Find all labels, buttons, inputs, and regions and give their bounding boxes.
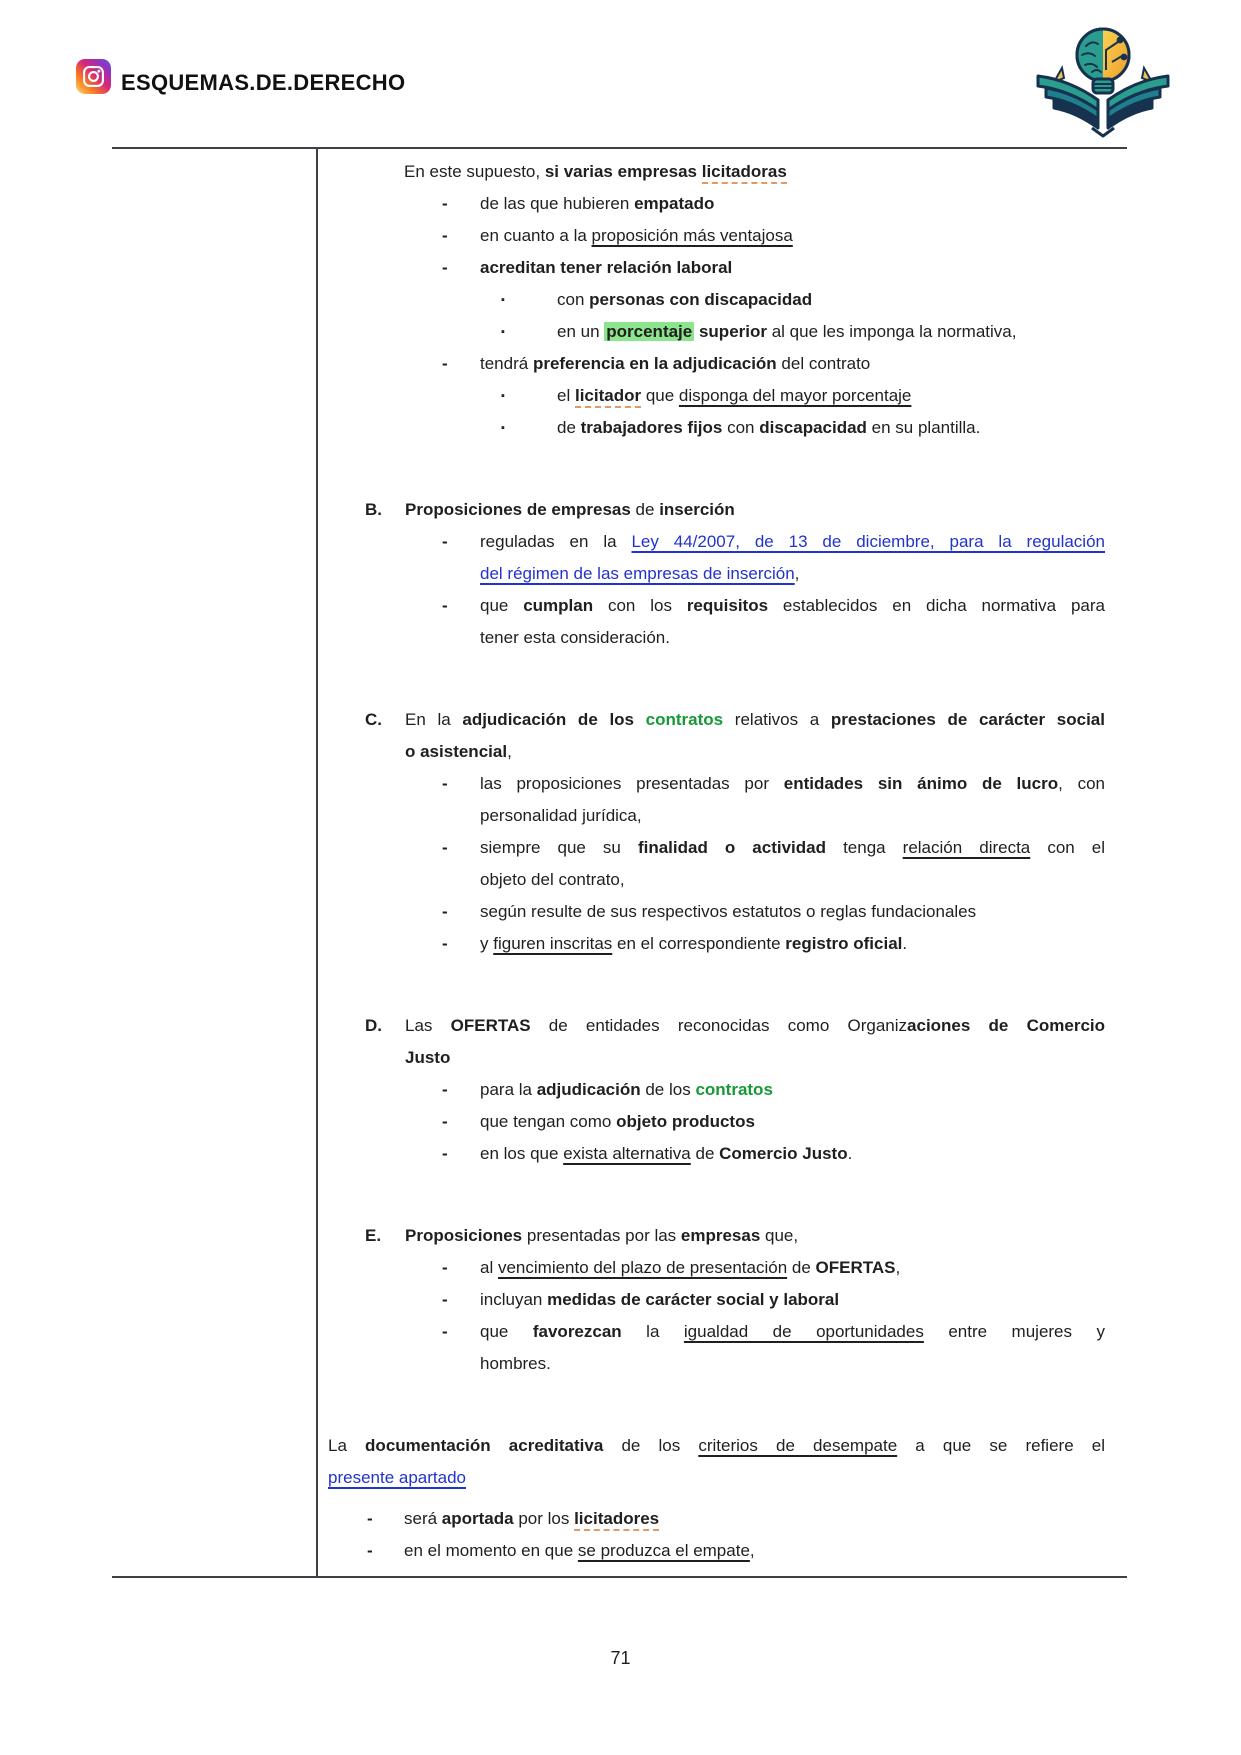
list-item: [442, 188, 1105, 220]
text-line: [405, 494, 1105, 526]
intro-paragraph: [404, 156, 1105, 188]
list-item-text: [404, 1535, 1105, 1567]
list-item-text: [557, 412, 1105, 444]
text-run: al que les imponga la normativa,: [767, 322, 1017, 341]
bold-text: discapacidad: [759, 418, 867, 437]
text-line: [480, 1074, 1105, 1106]
text-run: en el correspondiente: [612, 934, 786, 953]
outline-section: [328, 1010, 1105, 1170]
dash-bullet: -: [442, 1080, 448, 1099]
list-item: [365, 1220, 1105, 1252]
text-run: con el: [1030, 838, 1106, 857]
text-run: a que se refiere el: [897, 1436, 1106, 1455]
text-run: al: [480, 1258, 498, 1277]
list-item-text: [405, 1010, 1105, 1074]
list-item: [442, 220, 1105, 252]
list-item-text: [480, 590, 1105, 654]
dash-bullet: -: [442, 774, 448, 793]
instagram-icon: [76, 59, 111, 94]
list-item: [442, 896, 1105, 928]
list-item: [442, 348, 1105, 380]
dash-bullet: -: [442, 902, 448, 921]
dash-bullet: -: [442, 1112, 448, 1131]
underlined-text: igualdad de oportunidades: [683, 1322, 924, 1341]
dash-bullet: -: [367, 1509, 373, 1528]
square-bullet: ▪: [501, 390, 505, 402]
text-run: con: [557, 290, 590, 309]
underlined-text: figuren inscritas: [493, 934, 613, 953]
text-line: [557, 380, 1105, 412]
text-run: de: [787, 1258, 816, 1277]
bold-text: superior: [694, 322, 767, 341]
list-item: [365, 494, 1105, 526]
table-left-column: [112, 149, 316, 1576]
text-run: hombres.: [480, 1354, 551, 1373]
text-run: con los: [593, 596, 687, 615]
list-item-text: [557, 316, 1105, 348]
book-brain-bulb-logo: [1026, 22, 1180, 145]
hyperlink[interactable]: presente apartado: [328, 1468, 466, 1487]
text-run: , con: [1058, 774, 1105, 793]
text-line: [480, 526, 1105, 558]
text-line: [328, 1462, 1105, 1494]
text-run: la: [621, 1322, 684, 1341]
text-run: según resulte de sus respectivos estatutos o reglas fundacionales: [480, 902, 977, 921]
bold-text: documentación acreditativa: [365, 1436, 604, 1455]
bold-text: trabajadores fijos: [580, 418, 723, 437]
text-run: que: [641, 386, 679, 405]
list-item-text: [480, 1316, 1105, 1380]
bold-text: personas con discapacidad: [589, 290, 813, 309]
list-item: [442, 1074, 1105, 1106]
text-line: [557, 316, 1105, 348]
text-run: ,: [794, 564, 800, 583]
green-term: contratos: [645, 710, 724, 729]
table-content-column: [316, 149, 1127, 1576]
green-term: contratos: [695, 1080, 773, 1099]
list-item: [367, 1503, 1105, 1535]
bold-text: Proposiciones de empresas: [405, 500, 631, 519]
list-item-text: [480, 348, 1105, 380]
list-item: [442, 1252, 1105, 1284]
list-item: [501, 284, 1105, 316]
underlined-text: vencimiento del plazo de presentación: [497, 1258, 788, 1277]
text-run: En la: [405, 710, 463, 729]
misspelled-term: licitadoras: [702, 162, 787, 184]
dash-bullet: -: [442, 1290, 448, 1309]
text-line: [480, 252, 1105, 284]
text-run: el: [557, 386, 575, 405]
dash-bullet: -: [442, 1144, 448, 1163]
text-line: [480, 1138, 1105, 1170]
text-run: en su plantilla.: [866, 418, 981, 437]
text-line: [480, 1316, 1105, 1348]
schema-table: [112, 147, 1127, 1578]
text-line: [480, 622, 1105, 654]
bold-text: empatado: [634, 194, 715, 213]
list-item: [442, 1106, 1105, 1138]
dash-bullet: -: [442, 226, 448, 245]
bold-text: Justo: [405, 1048, 451, 1067]
underlined-text: relación directa: [902, 838, 1031, 857]
list-item-text: [480, 220, 1105, 252]
text-line: [557, 412, 1105, 444]
list-item: [442, 590, 1105, 654]
list-letter: C.: [365, 710, 382, 729]
bold-text: OFERTAS: [450, 1016, 531, 1035]
text-run: entre mujeres y: [923, 1322, 1105, 1341]
bold-text: medidas de carácter social y laboral: [547, 1290, 840, 1309]
text-run: y: [480, 934, 494, 953]
dash-bullet: -: [442, 596, 448, 615]
text-run: de entidades reconocidas como Organiz: [530, 1016, 908, 1035]
list-item: [442, 526, 1105, 590]
bold-text: o asistencial: [405, 742, 508, 761]
text-line: [480, 188, 1105, 220]
text-run: ,: [749, 1541, 755, 1560]
underlined-text: disponga del mayor porcentaje: [678, 386, 912, 405]
misspelled-term: licitador: [575, 386, 641, 408]
outline-section: [328, 1430, 1105, 1567]
bold-text: favorezcan: [532, 1322, 622, 1341]
list-item: [442, 1284, 1105, 1316]
text-line: [480, 896, 1105, 928]
text-run: para la: [480, 1080, 537, 1099]
underlined-text: criterios de desempate: [698, 1436, 898, 1455]
list-item: [442, 768, 1105, 832]
dash-bullet: -: [442, 838, 448, 857]
bold-text: Comercio Justo: [719, 1144, 848, 1163]
outline-section: [328, 494, 1105, 654]
page-number: 71: [610, 1648, 631, 1668]
dash-bullet: -: [442, 1258, 448, 1277]
bold-text: requisitos: [686, 596, 769, 615]
bold-text: si varias empresas: [544, 162, 702, 181]
list-item-text: [480, 526, 1105, 590]
square-bullet: ▪: [501, 422, 505, 434]
list-item-text: [480, 768, 1105, 832]
list-item: [442, 252, 1105, 284]
list-letter: D.: [365, 1016, 382, 1035]
text-line: [328, 1430, 1105, 1462]
list-item-text: [480, 1284, 1105, 1316]
text-line: [405, 1042, 1105, 1074]
bold-text: Proposiciones: [405, 1226, 523, 1245]
list-item: [367, 1535, 1105, 1567]
list-item: [501, 380, 1105, 412]
list-item-text: [405, 704, 1105, 768]
text-run: en un: [557, 322, 605, 341]
text-run: será: [404, 1509, 442, 1528]
list-item: [442, 928, 1105, 960]
bold-text: aciones de Comercio: [907, 1016, 1106, 1035]
list-item: [365, 1010, 1105, 1074]
list-item-text: [405, 494, 1105, 526]
text-run: .: [902, 934, 908, 953]
outline-section: [328, 1220, 1105, 1380]
list-item-text: [480, 1252, 1105, 1284]
text-run: en el momento en que: [404, 1541, 578, 1560]
bold-text: acreditan tener relación laboral: [480, 258, 733, 277]
text-line: [480, 928, 1105, 960]
text-run: en los que: [480, 1144, 564, 1163]
text-run: tenga: [826, 838, 903, 857]
text-line: [405, 736, 1105, 768]
text-line: [480, 348, 1105, 380]
list-item-text: [480, 832, 1105, 896]
text-run: siempre que su: [480, 838, 638, 857]
text-line: [480, 590, 1105, 622]
list-item-text: [405, 1220, 1105, 1252]
list-item-text: [480, 1106, 1105, 1138]
text-line: [405, 704, 1105, 736]
bold-text: cumplan: [523, 596, 594, 615]
text-run: las proposiciones presentadas por: [480, 774, 784, 793]
outline-section: [328, 704, 1105, 960]
text-run: tener esta consideración.: [480, 628, 670, 647]
text-line: [404, 1535, 1105, 1567]
bold-text: aportada: [441, 1509, 514, 1528]
text-line: [480, 1252, 1105, 1284]
text-line: [405, 1010, 1105, 1042]
text-run: por los: [513, 1509, 575, 1528]
text-run: reguladas en la: [480, 532, 632, 551]
dash-bullet: -: [442, 258, 448, 277]
text-line: [480, 800, 1105, 832]
text-line: [480, 1106, 1105, 1138]
dash-bullet: -: [442, 354, 448, 373]
text-line: [480, 220, 1105, 252]
text-run: presentadas por las: [522, 1226, 681, 1245]
dash-bullet: -: [442, 194, 448, 213]
list-item-text: [557, 380, 1105, 412]
text-run: ,: [507, 742, 512, 761]
list-item: [501, 412, 1105, 444]
text-run: ,: [895, 1258, 901, 1277]
bold-text: inserción: [659, 500, 735, 519]
underlined-text: proposición más ventajosa: [591, 226, 793, 245]
bold-text: OFERTAS: [815, 1258, 896, 1277]
underlined-text: exista alternativa: [563, 1144, 691, 1163]
text-line: [480, 1348, 1105, 1380]
list-item-text: [557, 284, 1105, 316]
text-line: [480, 1284, 1105, 1316]
text-line: [480, 864, 1105, 896]
instagram-camera-glyph: [82, 65, 105, 88]
text-run: en cuanto a la: [480, 226, 592, 245]
list-letter: E.: [365, 1226, 382, 1245]
text-run: incluyan: [480, 1290, 548, 1309]
bold-text: empresas: [680, 1226, 761, 1245]
bold-text: preferencia en la adjudicación: [532, 354, 777, 373]
list-item: [442, 1316, 1105, 1380]
paragraph: [328, 1430, 1105, 1494]
text-run: personalidad jurídica,: [480, 806, 642, 825]
misspelled-term: licitadores: [574, 1509, 659, 1531]
list-item-text: [480, 928, 1105, 960]
dash-bullet: -: [442, 532, 448, 551]
text-run: de las que hubieren: [480, 194, 635, 213]
text-run: de: [557, 418, 581, 437]
bold-text: adjudicación: [536, 1080, 641, 1099]
bold-text: adjudicación de los: [462, 710, 646, 729]
dash-bullet: -: [442, 934, 448, 953]
bold-text: registro oficial: [785, 934, 903, 953]
text-run: de: [630, 500, 660, 519]
square-bullet: ▪: [501, 294, 505, 306]
text-run: de los: [640, 1080, 696, 1099]
text-run: objeto del contrato,: [480, 870, 625, 889]
bold-text: finalidad o actividad: [637, 838, 827, 857]
outline-section: [328, 156, 1105, 444]
text-line: [405, 1220, 1105, 1252]
hyperlink[interactable]: Ley 44/2007, de 13 de diciembre, para la regulación: [631, 532, 1105, 551]
bold-text: objeto productos: [616, 1112, 755, 1131]
hyperlink[interactable]: del régimen de las empresas de inserción: [480, 564, 795, 583]
list-letter: B.: [365, 500, 382, 519]
underlined-text: se produzca el empate: [577, 1541, 750, 1560]
text-line: [480, 768, 1105, 800]
dash-bullet: -: [367, 1541, 373, 1560]
spacer: [328, 1494, 1105, 1503]
list-item: [365, 704, 1105, 768]
text-run: La: [328, 1436, 366, 1455]
text-run: .: [847, 1144, 853, 1163]
text-line: [404, 1503, 1105, 1535]
list-item-text: [480, 188, 1105, 220]
text-run: que tengan como: [480, 1112, 617, 1131]
list-item: [442, 832, 1105, 896]
list-item-text: [480, 896, 1105, 928]
square-bullet: ▪: [501, 326, 505, 338]
text-run: que: [480, 1322, 533, 1341]
list-item-text: [480, 1074, 1105, 1106]
text-run: establecidos en dicha normativa para: [768, 596, 1106, 615]
text-run: tendrá: [480, 354, 533, 373]
text-line: [404, 156, 1105, 188]
text-run: con: [722, 418, 760, 437]
text-run: relativos a: [723, 710, 831, 729]
list-item-text: [404, 1503, 1105, 1535]
text-run: que: [480, 596, 524, 615]
list-item-text: [480, 252, 1105, 284]
bold-text: prestaciones de carácter social: [830, 710, 1105, 729]
bold-text: entidades sin ánimo de lucro: [783, 774, 1059, 793]
dash-bullet: -: [442, 1322, 448, 1341]
list-item: [501, 316, 1105, 348]
instagram-handle: ESQUEMAS.DE.DERECHO: [121, 70, 406, 95]
text-run: del contrato: [776, 354, 871, 373]
list-item-text: [480, 1138, 1105, 1170]
list-item: [442, 1138, 1105, 1170]
text-line: [480, 832, 1105, 864]
text-line: [480, 558, 1105, 590]
text-line: [557, 284, 1105, 316]
text-run: de: [690, 1144, 720, 1163]
text-run: Las: [405, 1016, 451, 1035]
text-run: que,: [760, 1226, 799, 1245]
text-run: de los: [603, 1436, 699, 1455]
text-run: En este supuesto,: [404, 162, 545, 181]
highlighted-term: porcentaje: [606, 322, 693, 341]
